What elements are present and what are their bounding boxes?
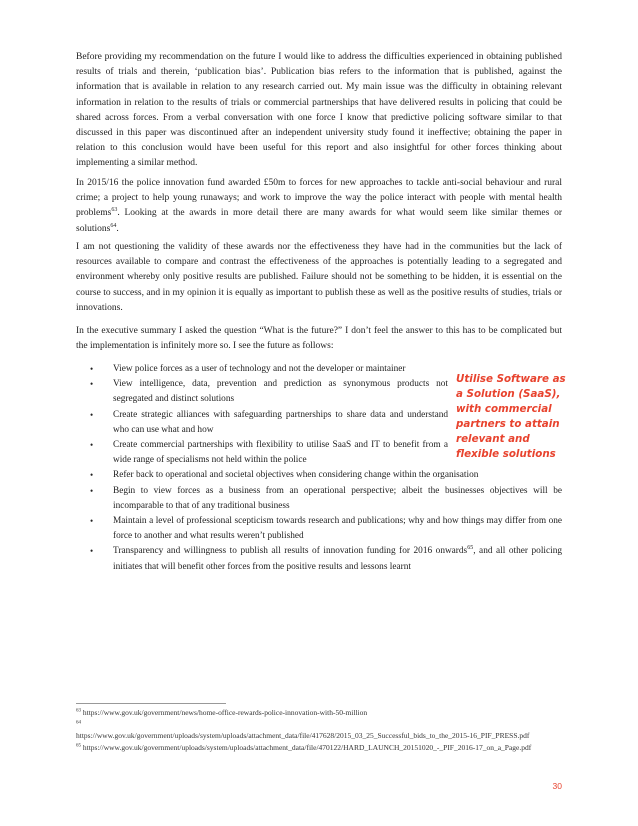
bullet-icon: • — [90, 409, 94, 420]
bullet-icon: • — [90, 516, 94, 527]
bullet-icon: • — [90, 470, 94, 481]
footnote-ref[interactable]: 65 — [467, 545, 474, 552]
bullet-icon: • — [90, 379, 94, 390]
list-item-text: Refer back to operational and societal objectives when considering change within the organisation — [113, 470, 479, 481]
list-item — [90, 468, 562, 483]
footnote-ref[interactable]: 63 — [111, 207, 118, 214]
list-item-text: Begin to view forces as a business from an operational perspective; albeit the businesses objectives will be incomparable to that of any traditional business — [113, 485, 562, 511]
list-item-text: Transparency and willingness to publish all results of innovation funding for 2016 onwards — [113, 546, 468, 557]
list-item — [90, 408, 448, 438]
bullet-icon: • — [90, 364, 94, 374]
footnote-item — [76, 707, 566, 719]
footnote-item — [76, 719, 566, 742]
paragraph-text-part: . Looking at the awards in more detail there are many awards for what would seem like similar themes or solutions — [76, 208, 562, 234]
paragraph-text: Before providing my recommendation on the future I would like to address the difficulties experienced in obtaining published results of trials and therein, ‘publication bias’. Publication bias refers to the information that is published, against the information that is available in relation to any research carried out. My main issue was the difficulty in obtaining relevant information in relation to the results of trials or commercial partnerships that have delivered results in policing that could be shared across forces. From a verbal conversation with one force I know that predictive policing software similar to that discussed in this paper was discontinued after an independent university study found it ineffective; obtaining the paper in relation to this conclusion would have been useful for this report and also insightful for other forces thinking about implementing a similar method. — [76, 52, 562, 169]
paragraph-text: I am not questioning the validity of these awards nor the effectiveness they have had in the communities but the lack of resources available to compare and contrast the effectiveness of the approaches is potentially leading to a segregated and environment whereby only positive results are published. Failure should not be something to be hidden, it is essential on the course to success, and in my opinion it is equally as important to publish these as well as the positive results of studies, trials or innovations. — [76, 242, 562, 313]
footnote-link[interactable]: https://www.gov.uk/government/uploads/system/uploads/attachment_data/file/417628/2015_03_25_Successful_bids_to_the_2015-16_PIF_PRESS.pdf — [76, 731, 530, 740]
bullet-icon: • — [90, 440, 94, 451]
list-item — [90, 544, 562, 574]
list-item-text: Create commercial partnerships with flexibility to utilise SaaS and IT to benefit from a wide range of specialisms not held within the police — [113, 440, 448, 466]
list-item — [90, 362, 448, 377]
bullet-icon: • — [90, 485, 94, 496]
footnote-link[interactable]: https://www.gov.uk/government/uploads/system/uploads/attachment_data/file/470122/HARD_LAUNCH_20151020_-_PIF_2016-17_on_a_Page.pdf — [81, 742, 532, 752]
list-item-text: , and all other policing initiates that will benefit other forces from the positive results and lessons learnt — [113, 546, 562, 572]
footnote-link[interactable]: https://www.gov.uk/government/news/home-office-rewards-police-innovation-with-50-million — [81, 708, 368, 717]
paragraph-text-part: . — [116, 223, 119, 234]
paragraph-future — [76, 324, 562, 354]
list-item — [90, 438, 448, 468]
footnote-number: 64 — [76, 720, 81, 725]
list-item — [90, 377, 448, 407]
page-number: 30 — [552, 781, 562, 791]
footnote-number: 63 — [76, 708, 81, 714]
bullet-icon: • — [90, 546, 94, 557]
saas-callout: Utilise Software as a Solution (SaaS), with commercial partners to attain relevant and flexible solutions — [456, 373, 566, 460]
list-item-text: View intelligence, data, prevention and prediction as synonymous products not segregated and distinct solutions — [113, 379, 448, 405]
paragraph-publication-bias — [76, 50, 562, 172]
list-item-text: Maintain a level of professional scepticism towards research and publications; why and how things may differ from one force to another and what results weren’t published — [113, 516, 562, 542]
paragraph-text-part: In 2015/16 the police innovation fund awarded £50m to forces for new approaches to tackle anti-social behaviour and rural crime; a project to help young runaways; and work to improve the way the police interact with people with mental health problems — [76, 178, 562, 219]
paragraph-text: In the executive summary I asked the question “What is the future?” I don’t feel the answer to this has to be complicated but the implementation is infinitely more so. I see the future as follows: — [76, 326, 562, 352]
list-item — [90, 484, 562, 514]
paragraph-innovation-fund — [76, 176, 562, 237]
list-item-text: View police forces as a user of technology and not the developer or maintainer — [113, 364, 406, 374]
footnote-divider — [76, 703, 226, 704]
footnote-number: 65 — [76, 743, 81, 748]
paragraph-validity — [76, 240, 562, 316]
list-item-text: Create strategic alliances with safeguarding partnerships to share data and understand who can use what and how — [113, 409, 448, 435]
paragraph-text — [76, 176, 562, 237]
footnotes — [76, 707, 566, 753]
list-item — [90, 514, 562, 544]
footnote-ref[interactable]: 64 — [110, 222, 117, 229]
footnote-item — [76, 742, 566, 754]
